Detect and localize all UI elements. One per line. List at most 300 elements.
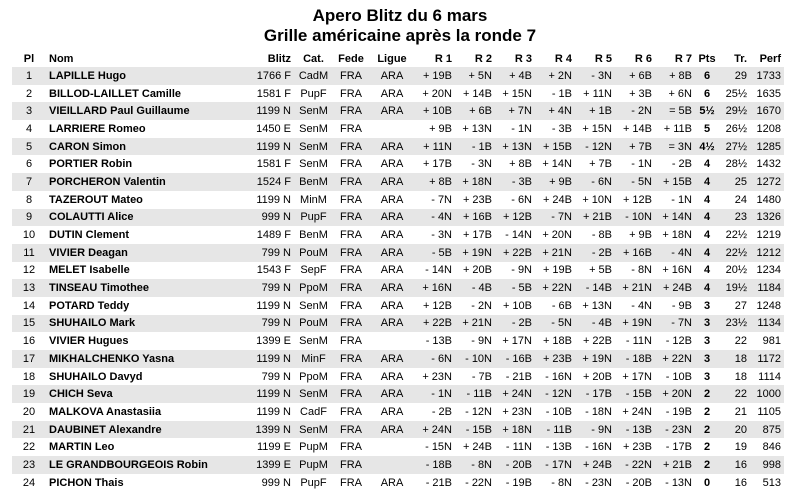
round-4-cell: - 1B [551,87,572,100]
round-2-cell: - 8N [455,456,495,474]
federation-cell: FRA [333,315,369,333]
column-header-r2: R 2 [474,52,492,65]
round-1-cell: + 12B [422,299,452,312]
performance-cell: 1480 [756,193,781,206]
round-4-cell: + 15B [535,138,575,156]
performance-cell: 846 [762,441,781,454]
column-header-pts: Pts [698,52,716,65]
tiebreak-cell: 29½ [719,102,750,120]
federation-cell: FRA [340,87,362,100]
points-cell: 4½ [695,138,719,156]
round-5-cell: + 5B [589,264,612,277]
tiebreak-cell: 18 [734,370,747,383]
rank-cell: 16 [22,335,36,348]
points-cell: 4 [703,158,711,171]
category-cell: PupF [294,209,333,227]
table-row [12,191,784,209]
league-cell [369,120,415,138]
column-header-r1: R 1 [434,52,452,65]
rank-cell: 23 [12,456,46,474]
points-cell: 5½ [695,102,719,120]
points-cell: 5 [703,122,711,135]
rating-cell: 1543 F [256,264,291,277]
column-header-r7: R 7 [674,52,692,65]
rating-cell: 799 N [237,315,294,333]
performance-cell: 1326 [750,209,784,227]
round-1-cell: + 19B [415,67,455,85]
round-1-cell: - 13B [425,335,452,348]
tiebreak-cell: 27 [734,299,747,312]
round-6-cell: + 17N [622,370,652,383]
category-cell: SenM [294,385,333,403]
round-3-cell: + 13N [495,138,535,156]
table-row [12,315,784,333]
table-row [12,279,784,297]
round-4-cell: - 11B [535,421,575,439]
round-3-cell: + 7N [495,102,535,120]
round-5-cell: - 23N [585,476,612,489]
round-5-cell: - 17B [575,385,615,403]
rating-cell: 1399 E [256,335,291,348]
rank-cell: 11 [12,244,46,262]
column-header-cat: Cat. [303,52,324,65]
round-4-cell: + 22N [535,279,575,297]
round-7-cell: = 5B [655,102,695,120]
rank-cell: 21 [12,421,46,439]
round-3-cell: + 17N [502,335,532,348]
round-5-cell: + 11N [583,87,612,100]
round-3-cell: + 18N [495,421,535,439]
player-name-cell: VIEILLARD Paul Guillaume [46,102,237,120]
tiebreak-cell: 16 [719,456,750,474]
player-name-cell: MARTIN Leo [49,441,115,454]
player-name-cell: PORTIER Robin [49,158,133,171]
round-7-cell: - 2B [671,158,692,171]
rating-cell: 799 N [237,244,294,262]
federation-cell: FRA [333,385,369,403]
round-3-cell: - 14N [505,229,532,242]
round-2-cell: + 18N [455,173,495,191]
federation-cell: FRA [333,244,369,262]
table-row [12,138,784,156]
federation-cell: FRA [333,173,369,191]
player-name-cell: MALKOVA Anastasiia [49,405,162,418]
round-4-cell: + 14N [542,158,572,171]
round-2-cell: + 14B [462,87,492,100]
round-1-cell: - 4N [415,209,455,227]
federation-cell: FRA [340,158,362,171]
federation-cell: FRA [333,350,369,368]
round-5-cell: + 21B [575,209,615,227]
round-7-cell: - 10B [665,370,692,383]
column-header-r3: R 3 [514,52,532,65]
federation-cell: FRA [340,335,362,348]
table-row [12,332,784,350]
category-cell: MinM [300,193,327,206]
player-name-cell: SHUHAILO Davyd [49,370,143,383]
round-4-cell: + 9B [535,173,575,191]
federation-cell: FRA [340,229,362,242]
round-3-cell: - 1N [511,122,532,135]
tiebreak-cell: 29 [719,67,750,85]
round-4-cell: - 13B [545,441,572,454]
player-name-cell: VIVIER Hugues [49,335,129,348]
league-cell: ARA [369,244,415,262]
league-cell: ARA [380,476,404,489]
round-7-cell: - 9B [671,299,692,312]
league-cell: ARA [369,421,415,439]
round-6-cell: - 10N [615,209,655,227]
round-6-cell: - 20B [625,476,652,489]
round-4-cell: - 6B [551,299,572,312]
performance-cell: 1248 [756,299,781,312]
category-cell: BenM [299,229,328,242]
tiebreak-cell: 19½ [719,279,750,297]
tiebreak-cell: 20 [719,421,750,439]
category-cell: PpoM [294,279,333,297]
round-2-cell: + 19N [455,244,495,262]
player-name-cell: CARON Simon [46,138,237,156]
round-2-cell: - 11B [455,385,495,403]
rank-cell: 24 [22,476,36,489]
table-row [12,67,784,85]
column-header-r6: R 6 [634,52,652,65]
rating-cell: 1766 F [237,67,294,85]
column-header-fede: Fede [338,52,364,65]
round-1-cell: - 7N [431,193,452,206]
points-cell: 6 [703,87,711,100]
round-4-cell: + 23B [535,350,575,368]
category-cell: MinF [294,350,333,368]
round-2-cell: - 2N [471,299,492,312]
round-4-cell: + 20N [542,229,572,242]
table-row [12,350,784,368]
round-6-cell: - 4N [631,299,652,312]
performance-cell: 1105 [757,405,781,418]
rank-cell: 20 [22,405,36,418]
round-3-cell: + 4B [495,67,535,85]
round-2-cell: - 15B [455,421,495,439]
tiebreak-cell: 28½ [725,158,747,171]
federation-cell: FRA [333,279,369,297]
round-3-cell: - 21B [505,370,532,383]
round-3-cell: + 22B [495,244,535,262]
round-1-cell: + 20N [422,87,452,100]
federation-cell: FRA [340,264,362,277]
round-6-cell: - 5N [615,173,655,191]
round-2-cell: + 20B [462,264,492,277]
table-row [12,456,784,474]
round-1-cell: + 8B [415,173,455,191]
tiebreak-cell: 25 [719,173,750,191]
round-6-cell: + 9B [629,229,652,242]
federation-cell: FRA [340,370,362,383]
category-cell: BenM [294,173,333,191]
column-header-blitz: Blitz [267,52,291,65]
table-row [12,226,784,244]
category-cell: PupM [299,441,328,454]
league-cell: ARA [369,350,415,368]
table-row [12,244,784,262]
performance-cell: 875 [750,421,784,439]
table-row [12,120,784,138]
round-3-cell: - 3B [495,173,535,191]
federation-cell: FRA [340,476,362,489]
round-2-cell: - 10N [455,350,495,368]
league-cell [369,332,415,350]
round-6-cell: - 15B [615,385,655,403]
league-cell: ARA [380,370,404,383]
category-cell: CadM [294,67,333,85]
page-title: Apero Blitz du 6 mars [312,6,488,25]
rating-cell: 1199 N [237,102,294,120]
points-cell: 2 [703,405,711,418]
round-7-cell: + 6N [668,87,692,100]
tiebreak-cell: 19 [734,441,747,454]
round-5-cell: + 22B [582,335,612,348]
round-7-cell: + 20N [655,385,695,403]
performance-cell: 1134 [750,315,784,333]
rank-cell: 8 [25,193,33,206]
round-2-cell: + 16B [455,209,495,227]
round-6-cell: + 19N [615,315,655,333]
table-row [12,438,784,456]
round-5-cell: + 24B [575,456,615,474]
round-4-cell: + 2N [535,67,575,85]
round-7-cell: + 16N [662,264,692,277]
page-subtitle: Grille américaine après la ronde 7 [263,26,537,45]
player-name-cell: LE GRANDBOURGEOIS Robin [46,456,237,474]
round-5-cell: + 15N [582,122,612,135]
points-cell: 4 [703,229,711,242]
round-6-cell: - 1N [631,158,652,171]
player-name-cell: MELET Isabelle [49,264,130,277]
rank-cell: 5 [12,138,46,156]
column-header-perf: Perf [759,52,781,65]
player-name-cell: CHICH Seva [46,385,237,403]
tiebreak-cell: 21 [734,405,747,418]
category-cell: PpoM [299,370,328,383]
player-name-cell: LAPILLE Hugo [46,67,237,85]
league-cell: ARA [369,209,415,227]
points-cell: 4 [695,209,719,227]
round-3-cell: - 9N [511,264,532,277]
round-3-cell: + 15N [502,87,532,100]
player-name-cell: TAZEROUT Mateo [49,193,143,206]
round-7-cell: - 4N [655,244,695,262]
rank-cell: 14 [22,299,36,312]
round-2-cell: - 22N [465,476,492,489]
tiebreak-cell: 23½ [719,315,750,333]
federation-cell: FRA [333,421,369,439]
round-7-cell: - 19B [665,405,692,418]
player-name-cell: DUTIN Clement [49,229,130,242]
round-4-cell: + 21N [535,244,575,262]
category-cell: SenM [299,299,328,312]
category-cell: PupM [294,456,333,474]
round-5-cell: + 13N [582,299,612,312]
performance-cell: 1184 [750,279,784,297]
rating-cell: 1199 N [237,385,294,403]
round-1-cell: - 6N [415,350,455,368]
standings-table [12,50,784,492]
table-row [12,474,784,492]
table-row [12,102,784,120]
player-name-cell: PORCHERON Valentin [46,173,237,191]
table-row [12,209,784,227]
league-cell [369,456,415,474]
performance-cell: 1285 [750,138,784,156]
points-cell: 3 [703,370,711,383]
round-7-cell: - 23N [655,421,695,439]
rating-cell: 1199 N [256,405,291,418]
rating-cell: 1399 E [237,456,294,474]
performance-cell: 1432 [756,158,781,171]
rank-cell: 7 [12,173,46,191]
performance-cell: 1212 [750,244,784,262]
round-5-cell: + 1B [575,102,615,120]
league-cell: ARA [369,385,415,403]
rank-cell: 10 [22,229,36,242]
rank-cell: 4 [25,122,33,135]
round-4-cell: - 17N [535,456,575,474]
rank-cell: 6 [25,158,33,171]
round-7-cell: - 13N [665,476,692,489]
points-cell: 4 [703,264,711,277]
performance-cell: 998 [750,456,784,474]
round-1-cell: - 18B [415,456,455,474]
round-4-cell: - 7N [535,209,575,227]
player-name-cell: BILLOD-LAILLET Camille [49,87,181,100]
rating-cell: 1524 F [237,173,294,191]
league-cell: ARA [369,102,415,120]
category-cell: SenM [299,158,328,171]
round-4-cell: + 24B [542,193,572,206]
table-row [12,385,784,403]
round-2-cell: + 13N [462,122,492,135]
round-5-cell: + 19N [575,350,615,368]
round-5-cell: - 9N [575,421,615,439]
federation-cell: FRA [340,299,362,312]
round-6-cell: - 8N [631,264,652,277]
federation-cell: FRA [340,193,362,206]
round-4-cell: + 4N [535,102,575,120]
round-5-cell: - 2B [575,244,615,262]
rating-cell: 1199 N [256,193,291,206]
federation-cell: FRA [340,405,362,418]
round-4-cell: - 16N [545,370,572,383]
round-6-cell: + 3B [629,87,652,100]
rank-cell: 3 [12,102,46,120]
table-header-row [12,50,784,67]
federation-cell: FRA [333,456,369,474]
header [0,0,800,46]
rating-cell: 1199 E [256,441,291,454]
tiebreak-cell: 27½ [719,138,750,156]
round-1-cell: + 17B [422,158,452,171]
round-3-cell: + 10B [502,299,532,312]
federation-cell: FRA [333,209,369,227]
category-cell: SenM [294,138,333,156]
round-3-cell: - 5B [495,279,535,297]
round-2-cell: - 3N [471,158,492,171]
round-6-cell: + 16B [615,244,655,262]
round-7-cell: + 8B [655,67,695,85]
federation-cell: FRA [333,102,369,120]
player-name-cell: SHUHAILO Mark [46,315,237,333]
table-body [12,67,784,492]
player-name-cell: MIKHALCHENKO Yasna [46,350,237,368]
tiebreak-cell: 26½ [725,122,747,135]
tiebreak-cell: 25½ [725,87,747,100]
rank-cell: 18 [22,370,36,383]
round-1-cell: + 9B [429,122,452,135]
points-cell: 3 [695,350,719,368]
category-cell: CadF [300,405,327,418]
category-cell: SenM [294,102,333,120]
round-7-cell: - 12B [665,335,692,348]
federation-cell: FRA [333,138,369,156]
player-name-cell: TINSEAU Timothee [46,279,237,297]
round-1-cell: - 15N [425,441,452,454]
points-cell: 2 [695,421,719,439]
round-1-cell: - 21B [425,476,452,489]
federation-cell: FRA [333,67,369,85]
round-7-cell: + 21B [655,456,695,474]
round-5-cell: + 20B [582,370,612,383]
round-3-cell: + 23N [502,405,532,418]
round-1-cell: - 2B [431,405,452,418]
round-7-cell: + 11B [663,122,692,135]
rating-cell: 999 N [261,476,291,489]
round-5-cell: + 7B [589,158,612,171]
performance-cell: 1635 [756,87,781,100]
round-4-cell: + 18B [542,335,572,348]
round-7-cell: + 18N [662,229,692,242]
category-cell: SepF [300,264,327,277]
table-row [12,262,784,280]
round-7-cell: + 14N [655,209,695,227]
league-cell: ARA [369,67,415,85]
performance-cell: 1670 [750,102,784,120]
column-header-r4: R 4 [554,52,572,65]
performance-cell: 1208 [756,122,781,135]
points-cell: 4 [695,173,719,191]
round-4-cell: + 19B [542,264,572,277]
round-4-cell: - 10B [545,405,572,418]
round-1-cell: + 24N [415,421,455,439]
round-6-cell: + 6B [615,67,655,85]
round-3-cell: - 11N [505,441,532,454]
rank-cell: 9 [12,209,46,227]
round-2-cell: - 1B [455,138,495,156]
performance-cell: 1733 [750,67,784,85]
rating-cell: 1399 N [237,421,294,439]
points-cell: 4 [695,279,719,297]
round-2-cell: + 24B [462,441,492,454]
tiebreak-cell: 22½ [719,244,750,262]
round-6-cell: + 23B [622,441,652,454]
round-3-cell: - 16B [495,350,535,368]
category-cell: PouM [294,244,333,262]
round-6-cell: + 21N [615,279,655,297]
points-cell: 2 [703,441,711,454]
league-cell: ARA [369,173,415,191]
round-3-cell: - 6N [511,193,532,206]
table-row [12,297,784,315]
round-6-cell: - 22N [615,456,655,474]
rank-cell: 12 [22,264,36,277]
